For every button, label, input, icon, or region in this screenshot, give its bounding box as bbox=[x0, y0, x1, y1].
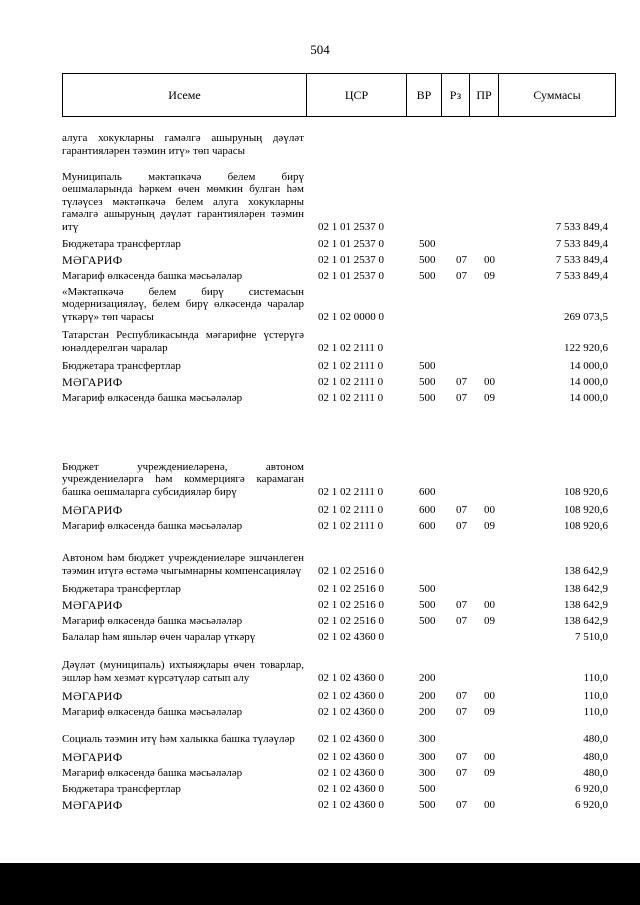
row-csr: 02 1 02 2111 0 bbox=[318, 359, 384, 372]
row-name: Мәгариф өлкәсендә башка мәсьәләләр bbox=[62, 391, 243, 404]
table-row bbox=[0, 326, 640, 354]
row-pr: 09 bbox=[484, 766, 495, 779]
row-pr: 09 bbox=[484, 269, 495, 282]
row-vr: 500 bbox=[419, 375, 436, 388]
row-vr: 500 bbox=[419, 269, 436, 282]
row-vr: 300 bbox=[419, 766, 436, 779]
table-row bbox=[0, 628, 640, 643]
table-row bbox=[0, 119, 640, 157]
row-pr: 09 bbox=[484, 614, 495, 627]
table-row bbox=[0, 580, 640, 595]
table-row bbox=[0, 389, 640, 404]
table-row bbox=[0, 267, 640, 282]
row-csr: 02 1 02 4360 0 bbox=[318, 705, 384, 718]
row-vr: 600 bbox=[419, 485, 436, 498]
row-csr: 02 1 02 2111 0 bbox=[318, 503, 384, 516]
header-csr: ЦСР bbox=[307, 74, 407, 116]
row-name: МӘГАРИФ bbox=[62, 252, 123, 267]
header-vr: ВР bbox=[407, 74, 442, 116]
row-vr: 500 bbox=[419, 253, 436, 266]
row-name: Татарстан Республикасында мәгарифне үстерүгә юнәлдерелгән чаралар bbox=[62, 329, 304, 354]
row-csr: 02 1 02 4360 0 bbox=[318, 732, 384, 745]
row-sum: 138 642,9 bbox=[564, 564, 608, 577]
row-sum: 110,0 bbox=[583, 705, 608, 718]
row-rz: 07 bbox=[456, 269, 467, 282]
row-sum: 7 533 849,4 bbox=[555, 253, 608, 266]
row-rz: 07 bbox=[456, 375, 467, 388]
row-vr: 500 bbox=[419, 582, 436, 595]
row-vr: 500 bbox=[419, 614, 436, 627]
row-name: МӘГАРИФ bbox=[62, 749, 123, 764]
row-csr: 02 1 02 2516 0 bbox=[318, 582, 384, 595]
row-csr: 02 1 01 2537 0 bbox=[318, 253, 384, 266]
row-name: Балалар һәм яшьләр өчен чаралар үткәрү bbox=[62, 630, 256, 643]
row-rz: 07 bbox=[456, 391, 467, 404]
row-sum: 108 920,6 bbox=[564, 485, 608, 498]
header-sum: Суммасы bbox=[533, 88, 581, 102]
row-vr: 500 bbox=[419, 598, 436, 611]
table-row bbox=[0, 405, 640, 498]
row-csr: 02 1 02 4360 0 bbox=[318, 689, 384, 702]
row-sum: 108 920,6 bbox=[564, 503, 608, 516]
row-pr: 09 bbox=[484, 519, 495, 532]
header-rz: Рз bbox=[442, 74, 470, 116]
row-name: МӘГАРИФ bbox=[62, 502, 123, 517]
row-pr: 00 bbox=[484, 689, 495, 702]
row-vr: 200 bbox=[419, 705, 436, 718]
row-name: МӘГАРИФ bbox=[62, 597, 123, 612]
table-row bbox=[0, 596, 640, 611]
table-row bbox=[0, 161, 640, 233]
table-row bbox=[0, 780, 640, 795]
row-pr: 00 bbox=[484, 750, 495, 763]
row-pr: 00 bbox=[484, 598, 495, 611]
row-name: Бюджетара трансфертлар bbox=[62, 582, 181, 595]
row-pr: 00 bbox=[484, 375, 495, 388]
row-csr: 02 1 01 2537 0 bbox=[318, 269, 384, 282]
row-vr: 200 bbox=[419, 671, 436, 684]
row-csr: 02 1 02 0000 0 bbox=[318, 310, 384, 323]
row-sum: 122 920,6 bbox=[564, 341, 608, 354]
row-vr: 300 bbox=[419, 750, 436, 763]
row-rz: 07 bbox=[456, 750, 467, 763]
table-row bbox=[0, 283, 640, 323]
row-csr: 02 1 02 4360 0 bbox=[318, 671, 384, 684]
row-sum: 480,0 bbox=[583, 766, 608, 779]
row-csr: 02 1 02 2111 0 bbox=[318, 485, 384, 498]
row-name: МӘГАРИФ bbox=[62, 797, 123, 812]
table-row bbox=[0, 748, 640, 763]
row-csr: 02 1 01 2537 0 bbox=[318, 220, 384, 233]
row-rz: 07 bbox=[456, 503, 467, 516]
row-pr: 00 bbox=[484, 253, 495, 266]
row-name: Мәгариф өлкәсендә башка мәсьәләләр bbox=[62, 269, 243, 282]
page-number: 504 bbox=[310, 42, 330, 57]
row-name: Мәгариф өлкәсендә башка мәсьәләләр bbox=[62, 614, 243, 627]
row-csr: 02 1 02 2111 0 bbox=[318, 519, 384, 532]
row-pr: 09 bbox=[484, 391, 495, 404]
row-sum: 14 000,0 bbox=[569, 391, 608, 404]
row-csr: 02 1 01 2537 0 bbox=[318, 237, 384, 250]
row-csr: 02 1 02 4360 0 bbox=[318, 766, 384, 779]
row-rz: 07 bbox=[456, 766, 467, 779]
row-pr: 00 bbox=[484, 798, 495, 811]
row-name: алуга хокукларны гамәлгә ашыруның дәүләт гарантияләрен тәэмин итү» төп чарасы bbox=[62, 132, 304, 157]
row-rz: 07 bbox=[456, 253, 467, 266]
row-pr: 09 bbox=[484, 705, 495, 718]
row-name: Муниципаль мәктәпкәчә белем бирү оешмаларында һәркем өчен мөмкин булган һәм түләүсез мәктәпкәчә белем алуга хокукларны гамәлгә ашыруның дәүләт гарантияләрен тәэмин итү bbox=[62, 170, 304, 233]
table-row bbox=[0, 533, 640, 577]
row-vr: 500 bbox=[419, 782, 436, 795]
row-sum: 7 533 849,4 bbox=[555, 237, 608, 250]
row-name: МӘГАРИФ bbox=[62, 374, 123, 389]
row-csr: 02 1 02 4360 0 bbox=[318, 782, 384, 795]
row-name: Мәгариф өлкәсендә башка мәсьәләләр bbox=[62, 705, 243, 718]
row-sum: 480,0 bbox=[583, 750, 608, 763]
table-row bbox=[0, 251, 640, 266]
table-row bbox=[0, 501, 640, 516]
row-sum: 7 533 849,4 bbox=[555, 220, 608, 233]
row-name: Автоном һәм бюджет учреждениеләре эшчәнлеген тәэмин итүгә өстәмә чыгымнарны компенсацияләү bbox=[62, 552, 304, 577]
row-csr: 02 1 02 2111 0 bbox=[318, 375, 384, 388]
row-sum: 6 920,0 bbox=[575, 798, 608, 811]
row-csr: 02 1 02 2516 0 bbox=[318, 598, 384, 611]
row-sum: 269 073,5 bbox=[564, 310, 608, 323]
table-row bbox=[0, 703, 640, 718]
row-csr: 02 1 02 4360 0 bbox=[318, 630, 384, 643]
table-row bbox=[0, 644, 640, 684]
table-row bbox=[0, 719, 640, 745]
row-name: «Мәктәпкәчә белем бирү системасын модернизацияләү, белем бирү өлкәсендә чаралар үткәрү» төп чарасы bbox=[62, 285, 304, 323]
row-name: Бюджетара трансфертлар bbox=[62, 237, 181, 250]
row-sum: 6 920,0 bbox=[575, 782, 608, 795]
row-vr: 500 bbox=[419, 237, 436, 250]
header-pr: ПР bbox=[470, 74, 499, 116]
row-name: Бюджет учреждениеләренә, автоном учреждениеләргә һәм коммерциягә карамаган башка оешмаларга субсидияләр бирү bbox=[62, 460, 304, 498]
table-row bbox=[0, 796, 640, 811]
row-sum: 108 920,6 bbox=[564, 519, 608, 532]
row-rz: 07 bbox=[456, 689, 467, 702]
row-sum: 138 642,9 bbox=[564, 598, 608, 611]
scan-bottom-edge bbox=[0, 863, 640, 905]
row-rz: 07 bbox=[456, 614, 467, 627]
row-vr: 500 bbox=[419, 359, 436, 372]
row-name: Социаль тәэмин итү һәм халыкка башка түләүләр bbox=[62, 732, 295, 745]
table-row bbox=[0, 517, 640, 532]
table-row bbox=[0, 612, 640, 627]
row-rz: 07 bbox=[456, 519, 467, 532]
row-csr: 02 1 02 2111 0 bbox=[318, 391, 384, 404]
table-row bbox=[0, 357, 640, 372]
row-name: Мәгариф өлкәсендә башка мәсьәләләр bbox=[62, 519, 243, 532]
row-rz: 07 bbox=[456, 798, 467, 811]
row-sum: 14 000,0 bbox=[569, 375, 608, 388]
row-sum: 110,0 bbox=[583, 689, 608, 702]
row-name: Бюджетара трансфертлар bbox=[62, 782, 181, 795]
row-name: Бюджетара трансфертлар bbox=[62, 359, 181, 372]
row-vr: 500 bbox=[419, 391, 436, 404]
table-row bbox=[0, 373, 640, 388]
row-sum: 110,0 bbox=[583, 671, 608, 684]
row-name: МӘГАРИФ bbox=[62, 688, 123, 703]
row-sum: 138 642,9 bbox=[564, 582, 608, 595]
table-row bbox=[0, 764, 640, 779]
row-sum: 7 510,0 bbox=[575, 630, 608, 643]
row-csr: 02 1 02 2111 0 bbox=[318, 341, 384, 354]
row-sum: 480,0 bbox=[583, 732, 608, 745]
row-csr: 02 1 02 2516 0 bbox=[318, 614, 384, 627]
row-sum: 138 642,9 bbox=[564, 614, 608, 627]
row-sum: 14 000,0 bbox=[569, 359, 608, 372]
header-name: Исеме bbox=[63, 74, 307, 116]
row-vr: 600 bbox=[419, 519, 436, 532]
row-vr: 500 bbox=[419, 798, 436, 811]
row-csr: 02 1 02 4360 0 bbox=[318, 798, 384, 811]
row-rz: 07 bbox=[456, 705, 467, 718]
row-sum: 7 533 849,4 bbox=[555, 269, 608, 282]
row-csr: 02 1 02 4360 0 bbox=[318, 750, 384, 763]
row-csr: 02 1 02 2516 0 bbox=[318, 564, 384, 577]
row-vr: 600 bbox=[419, 503, 436, 516]
table-header bbox=[62, 73, 616, 117]
row-name: Дәүләт (муниципаль) ихтыяҗлары өчен товарлар, эшләр һәм хезмәт күрсәтүләр сатып алу bbox=[62, 659, 304, 684]
row-pr: 00 bbox=[484, 503, 495, 516]
row-vr: 300 bbox=[419, 732, 436, 745]
table-row bbox=[0, 235, 640, 250]
row-vr: 200 bbox=[419, 689, 436, 702]
row-name: Мәгариф өлкәсендә башка мәсьәләләр bbox=[62, 766, 243, 779]
row-rz: 07 bbox=[456, 598, 467, 611]
table-row bbox=[0, 687, 640, 702]
